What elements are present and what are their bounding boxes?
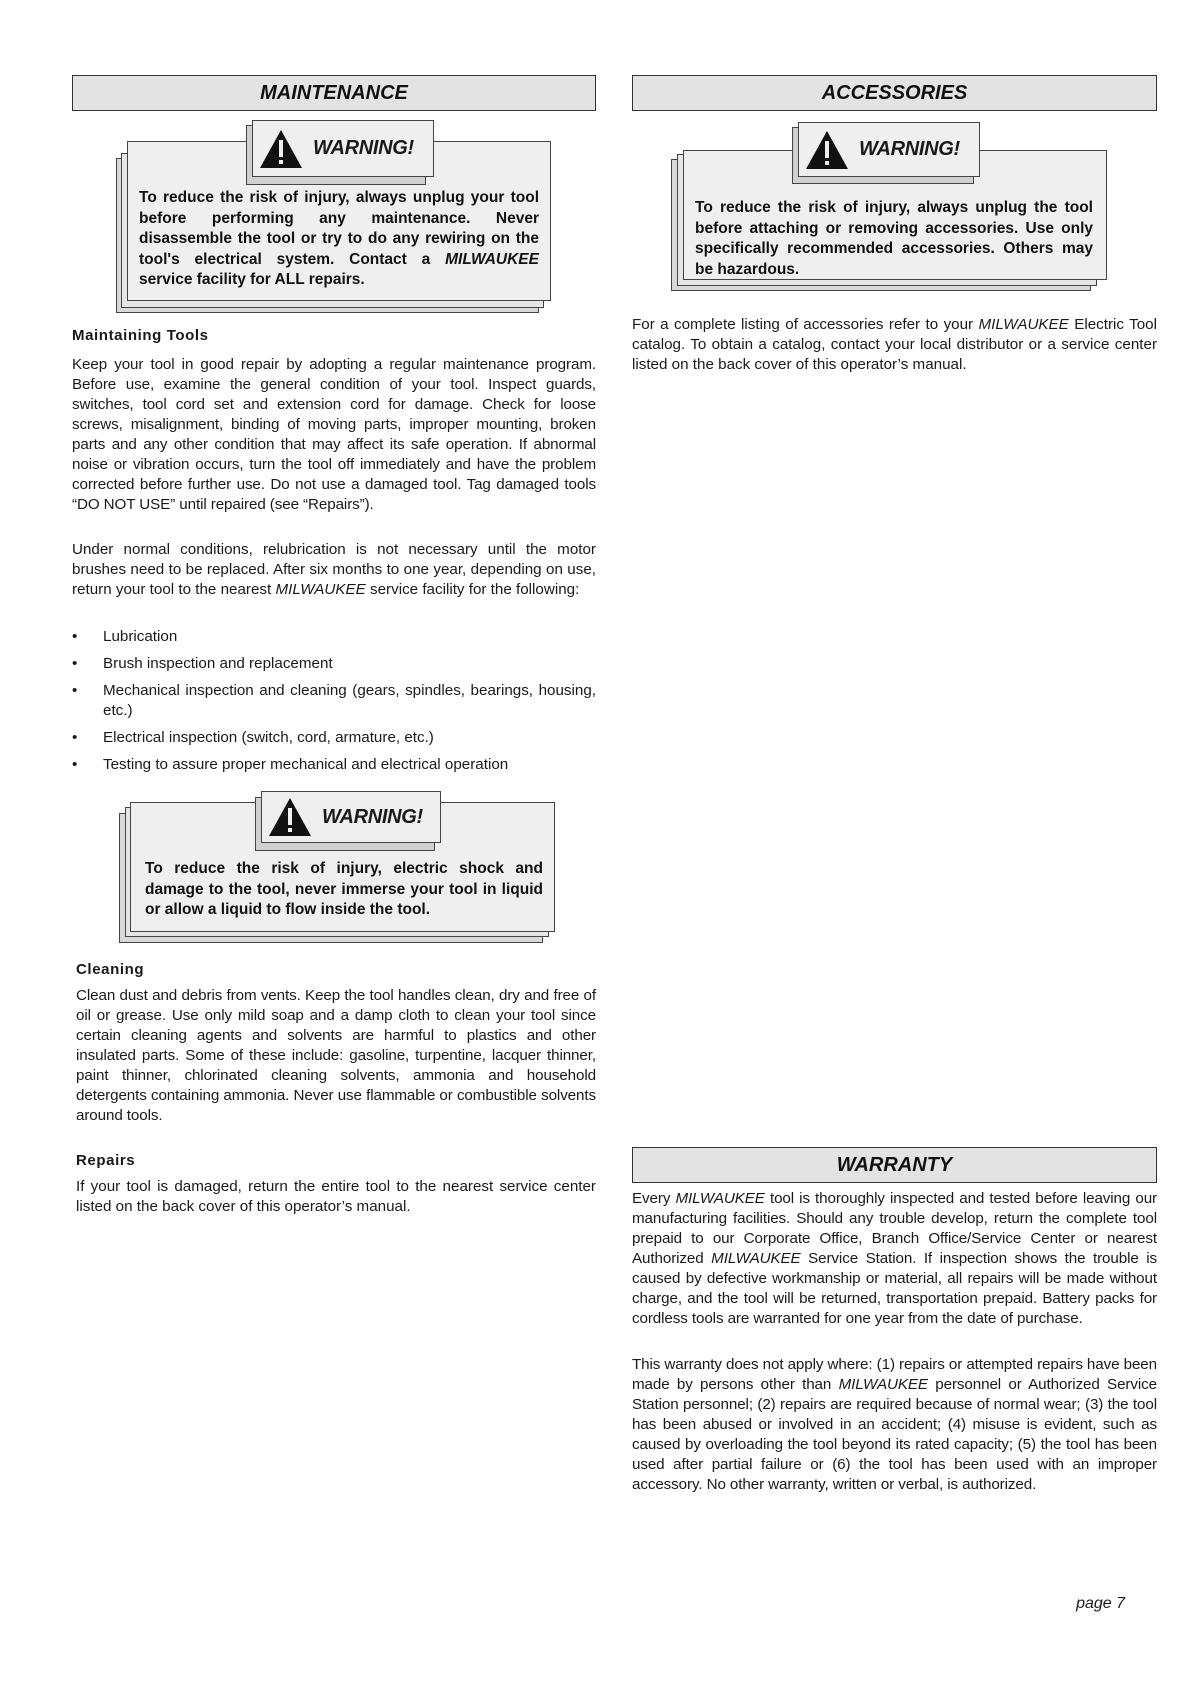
- warning-label: WARNING!: [313, 137, 414, 159]
- cleaning-heading: Cleaning: [76, 961, 145, 978]
- repairs-paragraph: If your tool is damaged, return the entire tool to the nearest service center listed on the back cover of this operator’s manual.: [76, 1178, 596, 1215]
- accessories-column: [632, 75, 1157, 1493]
- list-item: • Brush inspection and replacement: [72, 654, 596, 674]
- warning-label: WARNING!: [322, 805, 423, 828]
- warning-text: To reduce the risk of injury, always unplug your tool before performing any maintenance. Never disassemble the tool or try to do any rewiring on the tool's electrical system. Contact a MILWAUKEE service facility for ALL repairs.: [139, 189, 539, 288]
- accessories-header: ACCESSORIES: [632, 75, 1157, 111]
- maintenance-warning-box: [72, 75, 596, 315]
- maintenance-list: [72, 627, 596, 782]
- page-number: page 7: [1076, 1595, 1125, 1612]
- cleaning-paragraph: Clean dust and debris from vents. Keep the tool handles clean, dry and free of oil or grease. Use only mild soap and a damp cloth to clean your tool since certain cleaning agents and solvents are harmful to plastics and other insulated parts. Some of these include: gasoline, turpentine, lacquer thinner, paint thinner, chlorinated cleaning solvents, ammonia and household detergents containing ammonia. Never use flammable or combustible solvents around tools.: [76, 987, 596, 1124]
- warning-tab: [261, 791, 441, 843]
- maintenance-column: [72, 75, 596, 1215]
- warning-tab: [252, 120, 434, 177]
- warning-text: To reduce the risk of injury, always unplug the tool before attaching or removing accessories. Use only specifically recommended accessories. Others may be hazardous.: [695, 199, 1093, 278]
- warning-tab: [798, 122, 980, 177]
- warning-text: To reduce the risk of injury, electric shock and damage to the tool, never immerse your tool in liquid or allow a liquid to flow inside the tool.: [145, 860, 543, 918]
- warranty-header: WARRANTY: [632, 1147, 1157, 1183]
- maintaining-tools-heading: Maintaining Tools: [72, 327, 209, 344]
- accessories-paragraph: For a complete listing of accessories refer to your MILWAUKEE Electric Tool catalog. To obtain a catalog, contact your local distributor or a service center listed on the back cover of this operator’s manual.: [632, 316, 1157, 373]
- list-item: • Lubrication: [72, 627, 596, 647]
- maintenance-header: MAINTENANCE: [72, 75, 596, 111]
- relubrication-paragraph: Under normal conditions, relubrication is not necessary until the motor brushes need to be replaced. After six months to one year, depending on use, return your tool to the nearest MILWAUKEE service facility for the following:: [72, 541, 596, 598]
- warranty-paragraph-2: This warranty does not apply where: (1) repairs or attempted repairs have been made by persons other than MILWAUKEE personnel or Authorized Service Station personnel; (2) repairs are required because of normal wear; (3) the tool has been abused or involved in an accident; (4) misuse is evident, such as caused by overloading the tool beyond its rated capacity; (5) the tool has been used after partial failure or (6) the tool has been used with an improper accessory. No other warranty, written or verbal, is authorized.: [632, 1356, 1157, 1493]
- list-item: • Mechanical inspection and cleaning (gears, spindles, bearings, housing, etc.): [72, 681, 596, 721]
- warning-triangle-icon: [259, 129, 303, 169]
- warranty-paragraph-1: Every MILWAUKEE tool is thoroughly inspected and tested before leaving our manufacturing facilities. Should any trouble develop, return the complete tool prepaid to our Corporate Office, Branch Office/Service Center or nearest Authorized MILWAUKEE Service Station. If inspection shows the trouble is caused by defective workmanship or material, all repairs will be made without charge, and the tool will be returned, transportation prepaid. Battery packs for cordless tools are warranted for one year from the date of purchase.: [632, 1190, 1157, 1327]
- maintaining-tools-paragraph: Keep your tool in good repair by adopting a regular maintenance program. Before use, examine the general condition of your tool. Inspect guards, switches, tool cord set and extension cord for damage. Check for loose screws, misalignment, binding of moving parts, improper mounting, broken parts and any other condition that may affect its safe operation. If abnormal noise or vibration occurs, turn the tool off immediately and have the problem corrected before further use. Do not use a damaged tool. Tag damaged tools “DO NOT USE” until repaired (see “Repairs”).: [72, 356, 596, 513]
- repairs-heading: Repairs: [76, 1152, 136, 1169]
- list-item: • Testing to assure proper mechanical and electrical operation: [72, 755, 596, 775]
- list-item: • Electrical inspection (switch, cord, armature, etc.): [72, 728, 596, 748]
- accessories-warning-box: [632, 75, 1157, 305]
- warning-triangle-icon: [805, 130, 849, 170]
- warning-label: WARNING!: [859, 138, 960, 160]
- warning-triangle-icon: [268, 797, 312, 837]
